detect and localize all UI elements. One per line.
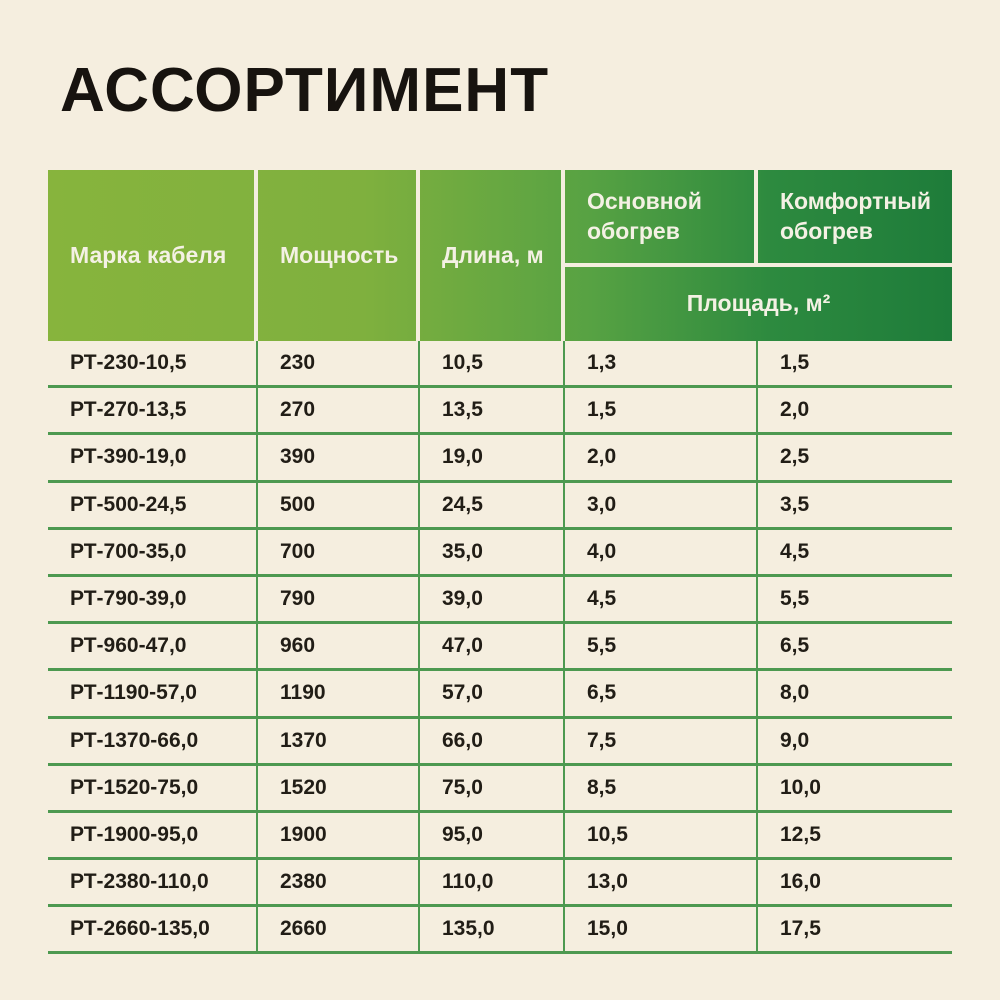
cell-length: 95,0 xyxy=(420,813,565,857)
cell-cable-brand: РТ-1370-66,0 xyxy=(48,719,258,763)
cell-power: 700 xyxy=(258,530,420,574)
cell-power: 1190 xyxy=(258,671,420,715)
cell-cable-brand: РТ-390-19,0 xyxy=(48,435,258,479)
cell-length: 47,0 xyxy=(420,624,565,668)
cell-length: 35,0 xyxy=(420,530,565,574)
cell-length: 24,5 xyxy=(420,483,565,527)
cell-cable-brand: РТ-790-39,0 xyxy=(48,577,258,621)
cell-cable-brand: РТ-2660-135,0 xyxy=(48,907,258,951)
cell-comfort-heating-area: 9,0 xyxy=(780,728,810,752)
table-row xyxy=(48,577,952,624)
cell-power: 1520 xyxy=(258,766,420,810)
header-cable-brand: Марка кабеля xyxy=(48,170,258,341)
cell-main-heating-area: 1,3 xyxy=(565,341,758,385)
table-row xyxy=(48,483,952,530)
table-row xyxy=(48,341,952,388)
table-header xyxy=(48,170,952,341)
cell-main-heating-area: 15,0 xyxy=(565,907,758,951)
cell-power: 960 xyxy=(258,624,420,668)
cell-main-heating-area: 5,5 xyxy=(565,624,758,668)
cell-comfort-heating-area: 12,5 xyxy=(780,822,821,846)
cell-cable-brand: РТ-500-24,5 xyxy=(48,483,258,527)
cell-main-heating-area: 7,5 xyxy=(565,719,758,763)
cell-main-heating-area: 13,0 xyxy=(565,860,758,904)
cell-cable-brand: РТ-1900-95,0 xyxy=(48,813,258,857)
table-body xyxy=(48,341,952,954)
table-row xyxy=(48,624,952,671)
header-length: Длина, м xyxy=(420,170,565,341)
cell-length: 66,0 xyxy=(420,719,565,763)
cell-power: 390 xyxy=(258,435,420,479)
cell-length: 19,0 xyxy=(420,435,565,479)
cell-length: 110,0 xyxy=(420,860,565,904)
cell-main-heating-area: 4,5 xyxy=(565,577,758,621)
cell-comfort-heating-area: 2,5 xyxy=(780,445,810,469)
cell-comfort-heating-area: 3,5 xyxy=(780,492,810,516)
cell-power: 230 xyxy=(258,341,420,385)
cell-comfort-heating-area: 16,0 xyxy=(780,870,821,894)
cell-comfort-heating-area: 2,0 xyxy=(780,398,810,422)
cell-power: 790 xyxy=(258,577,420,621)
cell-main-heating-area: 4,0 xyxy=(565,530,758,574)
table-row xyxy=(48,813,952,860)
cell-cable-brand: РТ-2380-110,0 xyxy=(48,860,258,904)
cell-power: 500 xyxy=(258,483,420,527)
table-row xyxy=(48,530,952,577)
page-title: АССОРТИМЕНТ xyxy=(60,56,550,125)
cell-length: 13,5 xyxy=(420,388,565,432)
cell-main-heating-area: 10,5 xyxy=(565,813,758,857)
table-row xyxy=(48,435,952,482)
cell-cable-brand: РТ-1190-57,0 xyxy=(48,671,258,715)
cell-cable-brand: РТ-230-10,5 xyxy=(48,341,258,385)
cell-power: 1370 xyxy=(258,719,420,763)
cell-comfort-heating-area: 8,0 xyxy=(780,681,810,705)
cell-comfort-heating-area: 5,5 xyxy=(780,587,810,611)
cell-main-heating-area: 3,0 xyxy=(565,483,758,527)
table-row xyxy=(48,671,952,718)
cell-comfort-heating-area: 4,5 xyxy=(780,539,810,563)
header-main-heating: Основной обогрев xyxy=(565,170,758,267)
cell-length: 39,0 xyxy=(420,577,565,621)
header-area: Площадь, м² xyxy=(686,290,831,317)
assortment-table xyxy=(48,170,952,954)
table-row xyxy=(48,719,952,766)
cell-length: 135,0 xyxy=(420,907,565,951)
cell-length: 10,5 xyxy=(420,341,565,385)
cell-power: 2380 xyxy=(258,860,420,904)
cell-cable-brand: РТ-960-47,0 xyxy=(48,624,258,668)
cell-cable-brand: РТ-700-35,0 xyxy=(48,530,258,574)
table-row xyxy=(48,388,952,435)
header-comfort-heating: Комфортный обогрев xyxy=(758,170,952,267)
cell-main-heating-area: 2,0 xyxy=(565,435,758,479)
cell-length: 75,0 xyxy=(420,766,565,810)
cell-power: 1900 xyxy=(258,813,420,857)
cell-main-heating-area: 8,5 xyxy=(565,766,758,810)
cell-main-heating-area: 6,5 xyxy=(565,671,758,715)
cell-cable-brand: РТ-1520-75,0 xyxy=(48,766,258,810)
cell-comfort-heating-area: 17,5 xyxy=(780,917,821,941)
cell-power: 270 xyxy=(258,388,420,432)
table-row xyxy=(48,907,952,954)
table-row xyxy=(48,860,952,907)
cell-comfort-heating-area: 6,5 xyxy=(780,634,810,658)
cell-comfort-heating-area: 1,5 xyxy=(780,351,810,375)
cell-main-heating-area: 1,5 xyxy=(565,388,758,432)
cell-cable-brand: РТ-270-13,5 xyxy=(48,388,258,432)
cell-power: 2660 xyxy=(258,907,420,951)
table-row xyxy=(48,766,952,813)
cell-comfort-heating-area: 10,0 xyxy=(780,775,821,799)
cell-length: 57,0 xyxy=(420,671,565,715)
header-power: Мощность xyxy=(258,170,420,341)
